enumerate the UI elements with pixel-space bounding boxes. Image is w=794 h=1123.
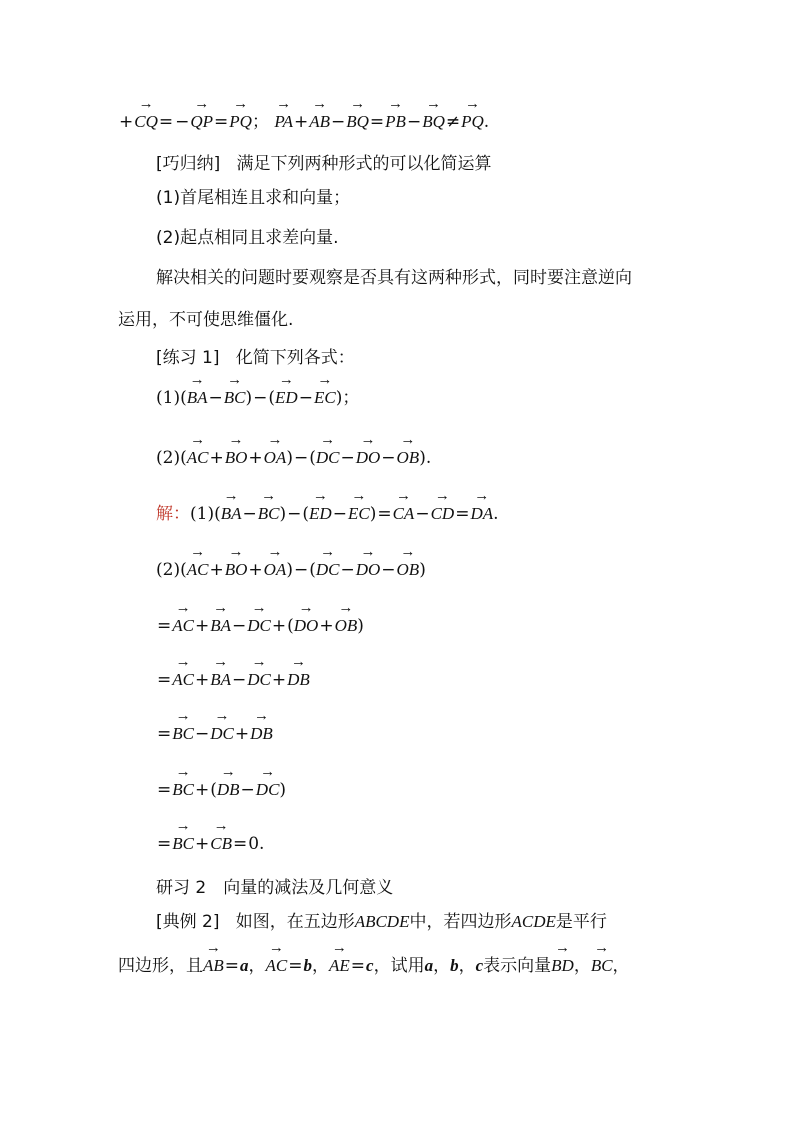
vector: → BC (224, 386, 246, 410)
vector: → AC (172, 614, 194, 638)
vector: → OB (397, 558, 420, 582)
minus-sign: − (293, 448, 309, 468)
vector: → BA (210, 614, 231, 638)
vector: → BQ (346, 110, 369, 134)
minus-sign: − (381, 560, 396, 580)
comma: ， (612, 956, 630, 976)
solution-part-2-step-0: (2)(→ AC+→ BO+→ OA)−(→ DC−→ DO−→ OB) (156, 558, 426, 582)
question-number: (2) (156, 448, 181, 468)
vector: → BO (225, 558, 248, 582)
plus-sign: + (248, 560, 263, 580)
plus-sign: + (234, 724, 250, 744)
semicolon: ； (251, 112, 269, 132)
minus-sign: − (240, 780, 255, 800)
vector: → BA (187, 386, 208, 410)
equals-sign: = (232, 834, 248, 854)
vector: → OB (335, 614, 358, 638)
vector: → AC (266, 954, 288, 978)
comma: ， (312, 956, 330, 976)
vector: → DC (256, 778, 280, 802)
vector: → AC (187, 558, 209, 582)
not-equal-sign: ≠ (445, 112, 461, 132)
pentagon-name: ABCDE (354, 912, 410, 931)
vector: → CA (393, 502, 415, 526)
comma: ， (248, 956, 266, 976)
minus-sign: − (242, 504, 257, 524)
minus-sign: − (330, 112, 346, 132)
variable-c: c (366, 956, 374, 975)
tips-heading-text: 满足下列两种形式的可以化简运算 (236, 154, 492, 174)
vector: → CB (210, 832, 232, 856)
tips-item-1: (1)首尾相连且求和向量； (156, 188, 351, 208)
example-text: 是平行 (555, 912, 607, 932)
minus-sign: − (415, 504, 430, 524)
result-zero: 0. (248, 834, 265, 854)
vector: → PA (274, 110, 293, 134)
solution-part-2-step-3 (156, 722, 273, 746)
exercise-label: [练习 1] (156, 348, 220, 368)
vector: → DC (247, 668, 271, 692)
variable-b: b (303, 956, 313, 975)
vector: → PB (385, 110, 406, 134)
vector: → BC (172, 832, 194, 856)
minus-sign: − (381, 448, 396, 468)
vector: → BQ (422, 110, 445, 134)
example-text: 表示向量 (483, 956, 552, 976)
solution-part-2-step-2 (156, 668, 310, 692)
vector: → DC (316, 558, 340, 582)
vector: → DO (356, 446, 381, 470)
vector: → DB (217, 778, 240, 802)
plus-sign: + (248, 448, 263, 468)
equals-sign: = (157, 834, 172, 854)
vector: → CD (431, 502, 455, 526)
variable-c: c (475, 956, 484, 975)
solution-part-2-step-5 (156, 832, 264, 856)
solution-part-1: 解：(1)(→ BA−→ BC)−(→ ED−→ EC)=→ CA−→ CD=→ DA. (156, 502, 499, 526)
vector: → AE (329, 954, 350, 978)
vector: → AB (309, 110, 330, 134)
solution-part-2-step-4: =→ BC+(→ DB−→ DC) (156, 778, 286, 802)
comma: ， (458, 956, 476, 976)
example-2-line-2 (118, 954, 630, 978)
exercise-title: 化简下列各式： (235, 348, 355, 368)
exercise-question-1: (1)(→ BA−→ BC)−(→ ED−→ EC)； (156, 386, 359, 410)
equals-sign: = (157, 670, 172, 690)
vector: → DA (470, 502, 493, 526)
vector: → DC (210, 722, 234, 746)
vector: → DC (247, 614, 271, 638)
vector: → OA (264, 558, 287, 582)
solution-label: 解： (156, 504, 190, 524)
vector: → BA (210, 668, 231, 692)
comma: ， (433, 956, 451, 976)
minus-sign: − (194, 724, 210, 744)
question-number: (2) (156, 560, 181, 580)
example-text: 四边形，且 (118, 956, 203, 976)
vector: → BC (172, 722, 194, 746)
equals-sign: = (214, 112, 229, 132)
equals-sign: = (377, 504, 392, 524)
plus-sign: + (271, 670, 287, 690)
example-text: 中，若四边形 (409, 912, 512, 932)
vector: → BC (172, 778, 194, 802)
equals-sign: = (288, 956, 303, 976)
tips-heading: [巧归纳] (156, 154, 221, 174)
line-1 (118, 110, 489, 134)
minus-sign: − (298, 388, 313, 408)
plus-sign: + (194, 834, 210, 854)
minus-sign: − (340, 560, 355, 580)
equals-sign: = (224, 956, 240, 976)
plus-sign: + (271, 616, 287, 636)
tips-paragraph-1: 解决相关的问题时要观察是否具有这两种形式，同时要注意逆向 (156, 268, 632, 288)
vector: → DB (250, 722, 273, 746)
vector: → BC (258, 502, 280, 526)
vector: → ED (309, 502, 332, 526)
tips-paragraph-2: 运用，不可使思维僵化. (118, 310, 294, 330)
vector: → QP (190, 110, 213, 134)
vector: → DC (316, 446, 340, 470)
question-number: (1) (190, 504, 215, 524)
equals-sign: = (455, 504, 470, 524)
minus-sign: − (253, 388, 268, 408)
minus-sign: − (232, 670, 247, 690)
vector: → EC (314, 386, 336, 410)
equals-sign: = (158, 112, 174, 132)
plus-sign: + (293, 112, 309, 132)
minus-sign: − (175, 112, 190, 132)
minus-sign: − (293, 560, 309, 580)
vector: → AC (172, 668, 194, 692)
example-2-line-1 (156, 910, 607, 934)
vector: → AB (203, 954, 224, 978)
vector: → EC (348, 502, 370, 526)
vector: → BO (225, 446, 248, 470)
vector: → DB (287, 668, 310, 692)
vector: → AC (187, 446, 209, 470)
plus-sign: + (194, 780, 210, 800)
minus-sign: − (232, 616, 247, 636)
plus-sign: + (319, 616, 334, 636)
tips-item-2: (2)起点相同且求差向量. (156, 228, 339, 248)
vector: → OB (397, 446, 420, 470)
minus-sign: − (208, 388, 223, 408)
vector: → PQ (461, 110, 484, 134)
minus-sign: − (332, 504, 347, 524)
equals-sign: = (157, 724, 172, 744)
tips-heading-line (156, 152, 491, 176)
plus-sign: + (209, 560, 224, 580)
plus-sign: + (194, 616, 210, 636)
minus-sign: − (406, 112, 422, 132)
variable-b: b (450, 956, 459, 975)
quadrilateral-name: ACDE (511, 912, 556, 931)
plus-sign: + (209, 448, 224, 468)
variable-a: a (240, 956, 249, 975)
equals-sign: = (369, 112, 385, 132)
vector: → OA (264, 446, 287, 470)
vector: → ED (275, 386, 298, 410)
vector: → PQ (229, 110, 252, 134)
exercise-heading-line (156, 346, 355, 370)
example-text: ，试用 (373, 956, 425, 976)
equals-sign: = (157, 780, 172, 800)
exercise-question-2: (2)(→ AC+→ BO+→ OA)−(→ DC−→ DO−→ OB). (156, 446, 431, 470)
solution-part-2-step-1: =→ AC+→ BA−→ DC+(→ DO+→ OB) (156, 614, 364, 638)
minus-sign: − (287, 504, 302, 524)
variable-a: a (424, 956, 434, 975)
comma: ， (573, 956, 591, 976)
equals-sign: = (157, 616, 172, 636)
equals-sign: = (350, 956, 366, 976)
section-2-title: 研习 2 向量的减法及几何意义 (156, 878, 394, 898)
question-number: (1) (156, 388, 181, 408)
vector: → BC (591, 954, 613, 978)
plus-sign: + (119, 112, 134, 132)
vector: → BD (551, 954, 574, 978)
plus-sign: + (194, 670, 210, 690)
minus-sign: − (340, 448, 355, 468)
vector: → DO (356, 558, 381, 582)
vector: → BA (221, 502, 242, 526)
example-text: 如图，在五边形 (235, 912, 355, 932)
vector: → CQ (134, 110, 158, 134)
vector: → DO (294, 614, 319, 638)
period: . (483, 112, 490, 132)
example-label: [典例 2] (156, 912, 220, 932)
